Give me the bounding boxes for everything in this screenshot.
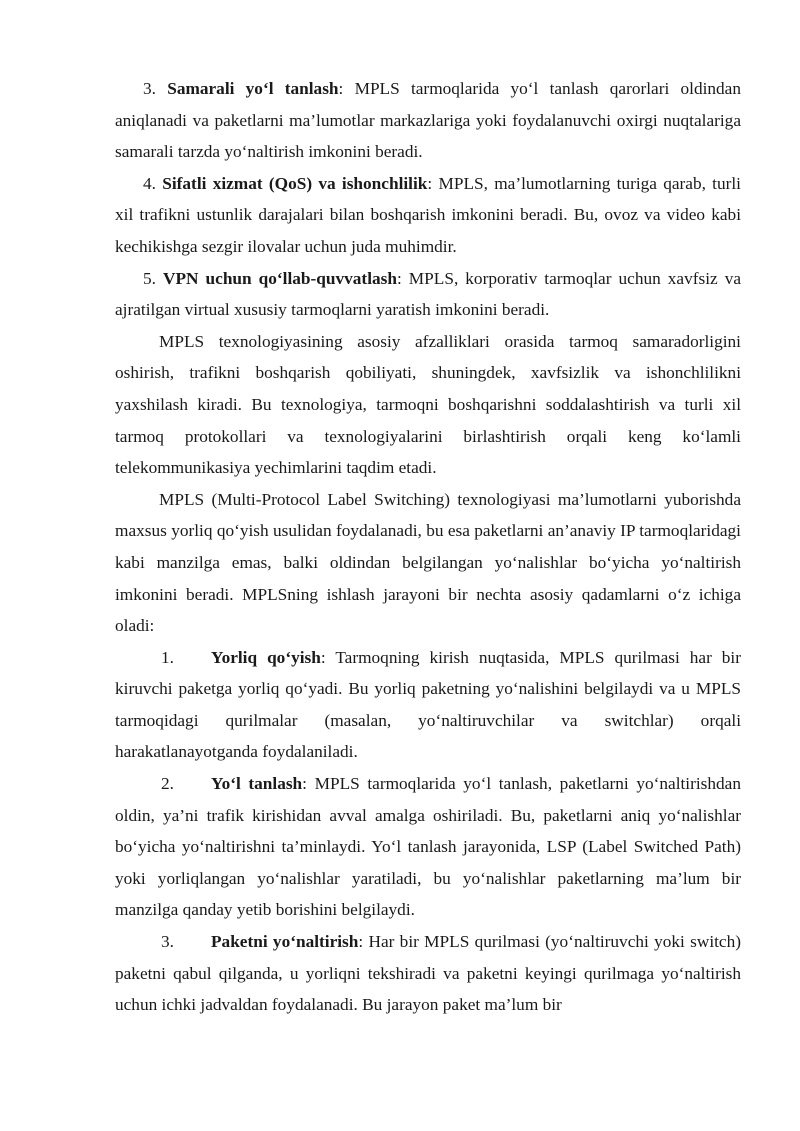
list-item [115,642,741,768]
item-term: Sifatli xizmat (QoS) va ishonchlilik [162,173,428,193]
item-text: : Har bir MPLS qurilmasi (yo‘naltiruvchi yoki switch) paketni qabul qilganda, u yorliqni tekshiradi va paketni keyingi qurilmaga yo‘naltirish uchun ichki jadvaldan foydalanadi. Bu jarayon paket ma’lum bir [115,932,741,1015]
list-item [115,168,741,263]
item-term: VPN uchun qo‘llab-quvvatlash [163,268,397,288]
list-item [115,73,741,168]
item-text: : MPLS tarmoqlarida yo‘l tanlash, paketlarni yo‘naltirishdan oldin, ya’ni trafik kirishidan avval amalga oshiriladi. Bu, paketlarni aniq yo‘nalishlar bo‘yicha yo‘naltirishni ta’minlaydi. Yo‘l tanlash jarayonida, LSP (Label Switched Path) yoki yorliqlangan yo‘nalishlar yaratiladi, bu yo‘nalishlar paketlarning ma’lum bir manzilga qanday yetib borishini belgilaydi. [115,774,741,920]
list-item [115,768,741,926]
item-number: 2. [161,774,174,794]
body-paragraph: MPLS (Multi-Protocol Label Switching) texnologiyasi ma’lumotlarni yuborishda maxsus yorliq qo‘yish usulidan foydalanadi, bu esa paketlarni an’anaviy IP tarmoqlaridagi kabi manzilga emas, balki oldindan belgilangan yo‘nalishlar bo‘yicha yo‘naltirish imkonini beradi. MPLSning ishlash jarayoni bir nechta asosiy qadamlarni o‘z ichiga oladi: [115,489,741,636]
item-term: Yo‘l tanlash [211,774,303,794]
item-term: Yorliq qo‘yish [211,647,321,667]
item-number: 1. [161,647,174,667]
item-number: 3. [143,79,156,98]
item-number: 4. [143,173,156,193]
item-number: 3. [161,932,174,952]
list-item [115,926,741,1021]
item-text: : MPLS, korporativ tarmoqlar uchun xavfsiz va ajratilgan virtual xususiy tarmoqlarni yaratish imkonini beradi. [115,268,741,320]
item-number: 5. [143,268,156,288]
item-text: : MPLS tarmoqlarida yo‘l tanlash qarorlari oldindan aniqlanadi va paketlarni ma’lumotlar markazlariga yoki foydalanuvchi oxirgi nuqtalariga samarali tarzda yo‘naltirish imkonini beradi. [115,79,741,162]
body-paragraph: MPLS texnologiyasining asosiy afzalliklari orasida tarmoq samaradorligini oshirish, trafikni boshqarish qobiliyati, shuningdek, xavfsizlik va ishonchlilikni yaxshilash kiradi. Bu texnologiya, tarmoqni boshqarishni soddalashtirish va turli xil tarmoq protokollari va texnologiyalarini birlashtirish orqali keng ko‘lamli telekommunikasiya yechimlarini taqdim etadi. [115,331,741,478]
list-item [115,263,741,326]
item-term: Paketni yo‘naltirish [211,932,359,952]
item-text: : MPLS, ma’lumotlarning turiga qarab, turli xil trafikni ustunlik darajalari bilan boshqarish imkonini beradi. Bu, ovoz va video kabi kechikishga sezgir ilovalar uchun juda muhimdir. [115,173,741,256]
item-text: : Tarmoqning kirish nuqtasida, MPLS qurilmasi har bir kiruvchi paketga yorliq qo‘yadi. Bu yorliq paketning yo‘nalishini belgilaydi va u MPLS tarmoqidagi qurilmalar (masalan, yo‘naltiruvchilar va switchlar) orqali harakatlanayotganda foydalaniladi. [115,647,741,762]
item-term: Samarali yo‘l tanlash [167,79,339,98]
document-page [115,73,741,1021]
